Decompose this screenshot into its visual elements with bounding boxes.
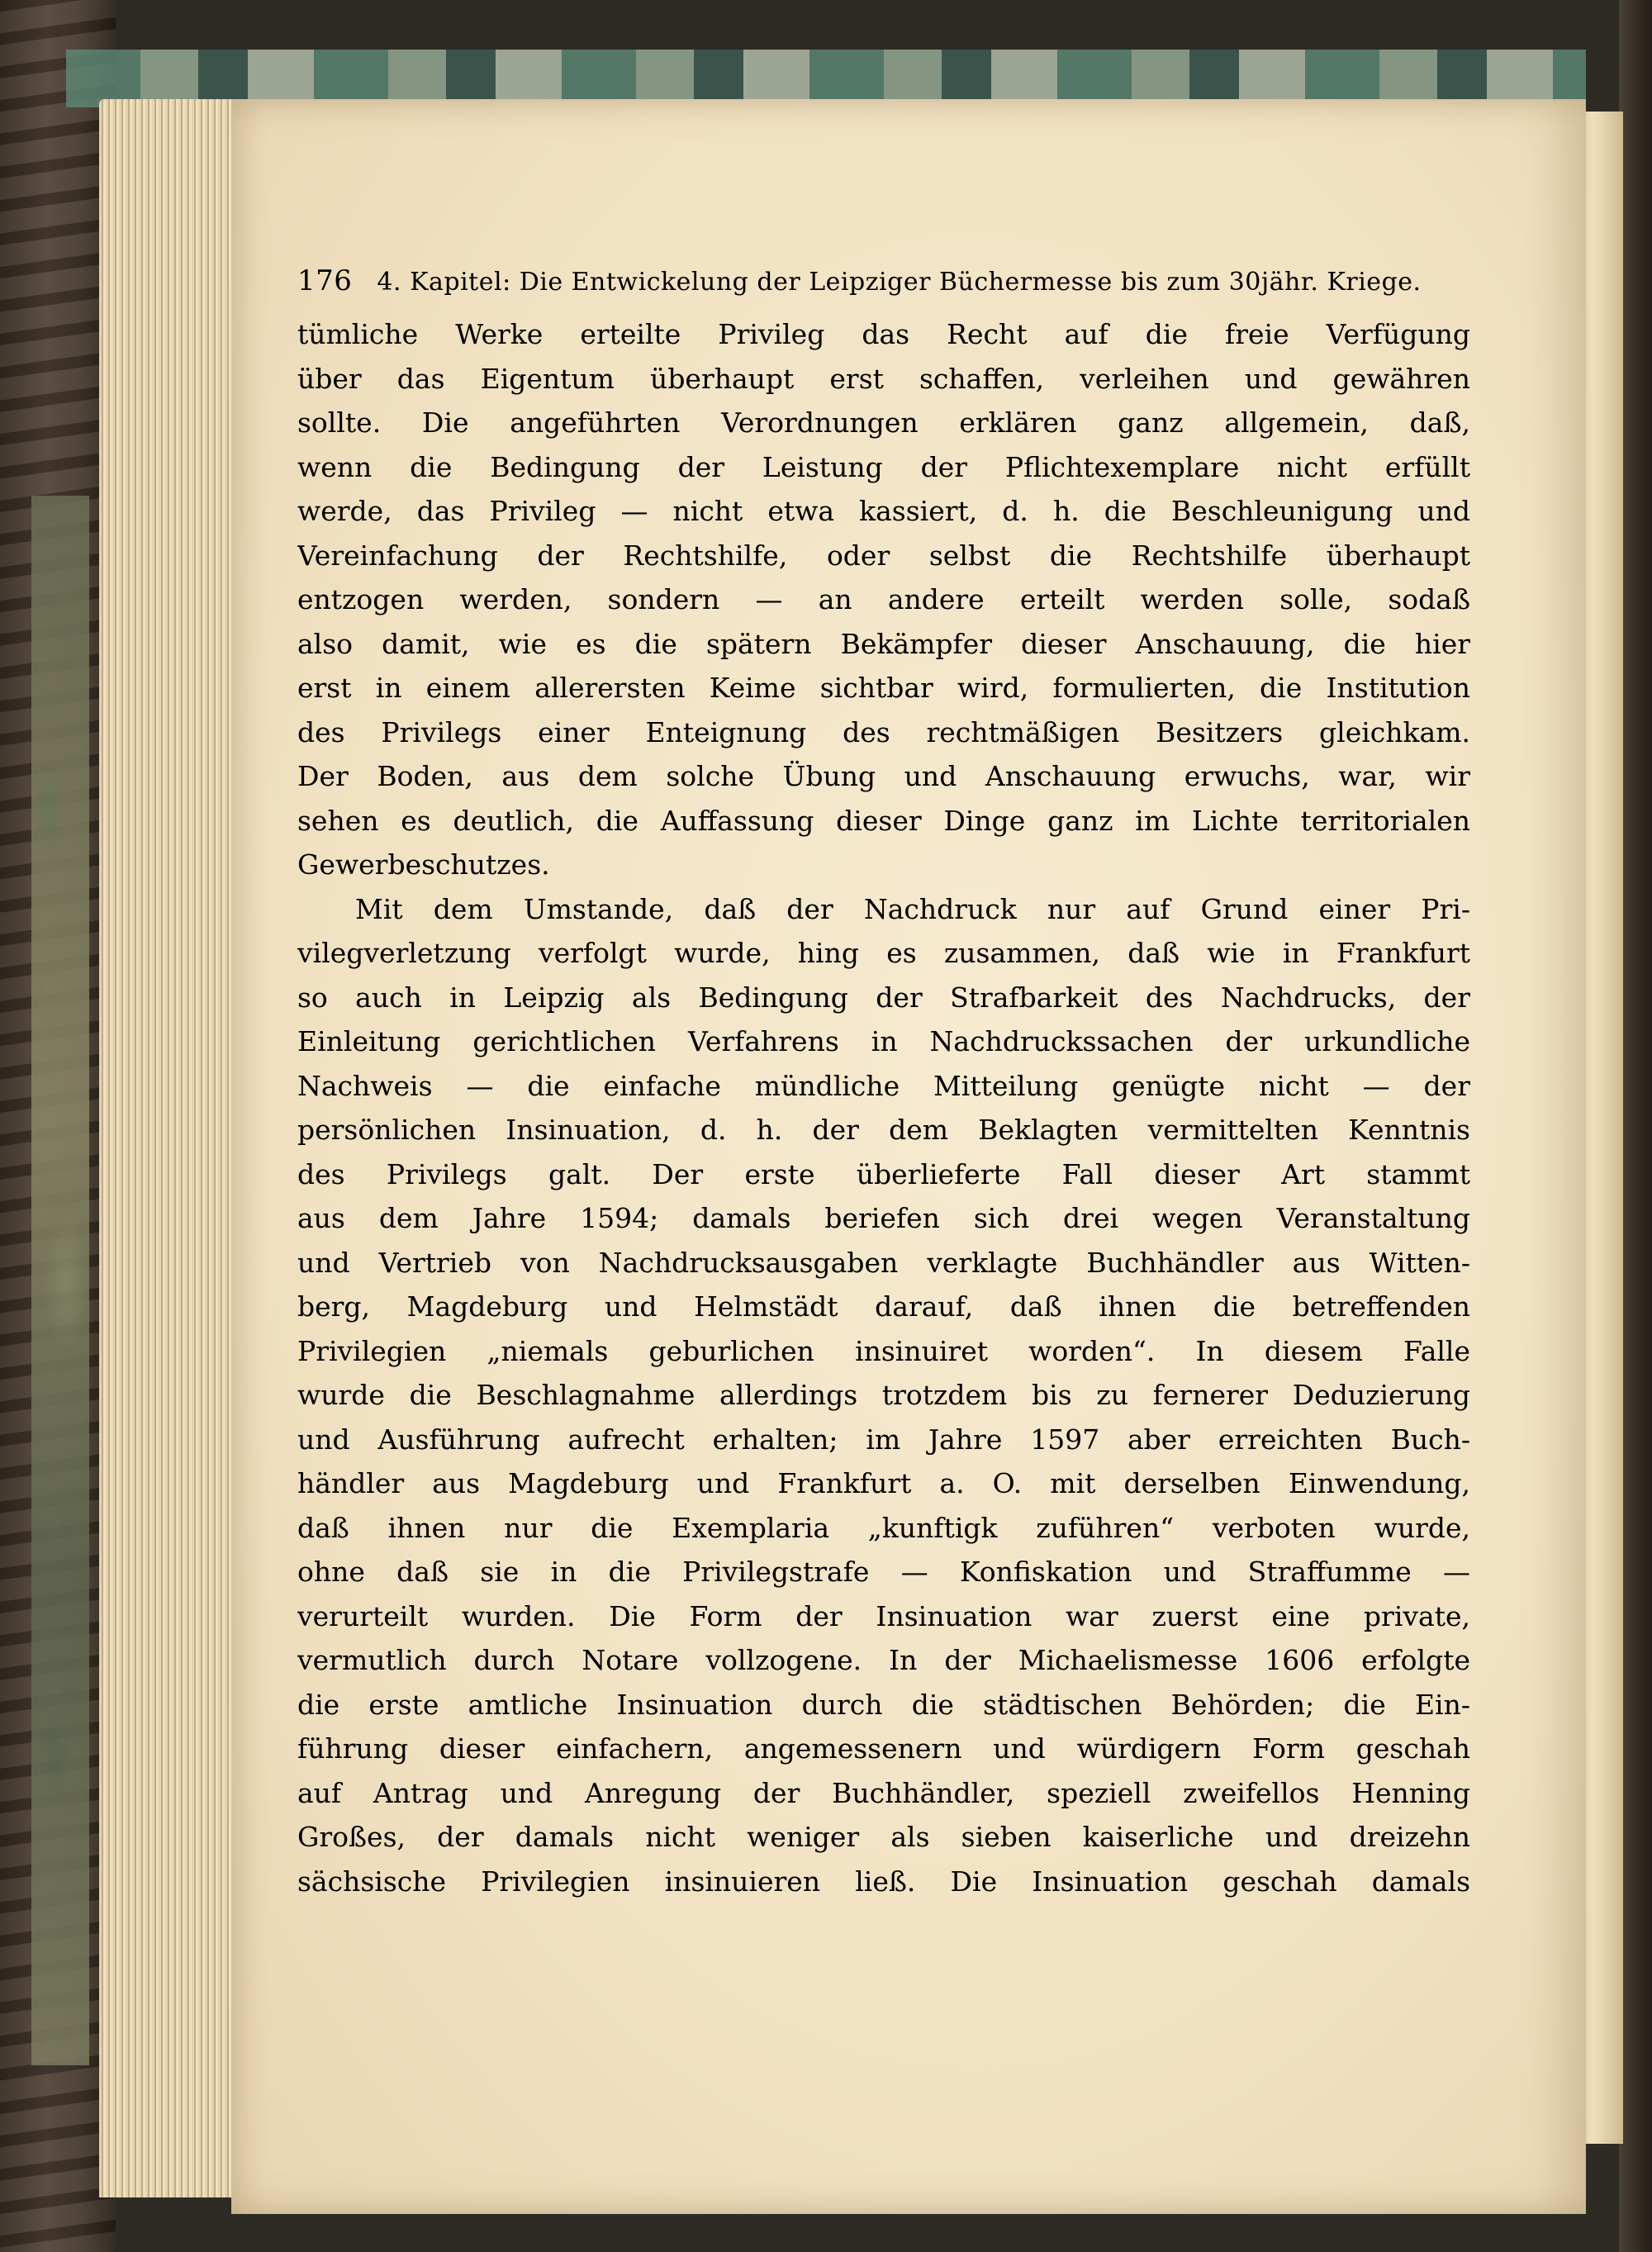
text-line: daß ihnen nur die Exemplaria „kunftigk zuführen“ verboten wurde, bbox=[297, 1511, 1470, 1544]
text-line: auf Antrag und Anregung der Buchhändler, speziell zweifellos Henning bbox=[297, 1776, 1470, 1809]
text-line: und Ausführung aufrecht erhalten; im Jahre 1597 aber erreichten Buch- bbox=[297, 1423, 1470, 1456]
text-line: Nachweis — die einfache mündliche Mitteilung genügte nicht — der bbox=[297, 1069, 1470, 1102]
text-line: erst in einem allerersten Keime sichtbar wird, formulierten, die Institution bbox=[297, 672, 1470, 704]
book-cover bbox=[0, 0, 116, 2252]
text-line: ohne daß sie in die Privilegstrafe — Konfiskation und Straffumme — bbox=[297, 1556, 1470, 1588]
text-line: führung dieser einfachern, angemessenern und würdigern Form geschah bbox=[297, 1732, 1470, 1765]
text-line: so auch in Leipzig als Bedingung der Strafbarkeit des Nachdrucks, der bbox=[297, 981, 1470, 1014]
text-line: des Privilegs galt. Der erste überlieferte Fall dieser Art stammt bbox=[297, 1157, 1470, 1190]
text-line: händler aus Magdeburg und Frankfurt a. O. mit derselben Einwendung, bbox=[297, 1467, 1470, 1499]
text-line: sollte. Die angeführten Verordnungen erklären ganz allgemein, daß, bbox=[297, 406, 1470, 439]
text-line: Privilegien „niemals geburlichen insinuiret worden“. In diesem Falle bbox=[297, 1334, 1470, 1367]
text-line: Einleitung gerichtlichen Verfahrens in Nachdruckssachen der urkundliche bbox=[297, 1025, 1470, 1057]
text-line: tümliche Werke erteilte Privileg das Recht auf die freie Verfügung bbox=[297, 318, 1470, 350]
running-title: 4. Kapitel: Die Entwickelung der Leipziger Büchermesse bis zum 30jähr. Kriege. bbox=[377, 268, 1422, 297]
body-text bbox=[297, 312, 1470, 1903]
text-line: wurde die Beschlagnahme allerdings trotzdem bis zu fernerer Deduzierung bbox=[297, 1379, 1470, 1411]
text-line: verurteilt wurden. Die Form der Insinuation war zuerst eine private, bbox=[297, 1599, 1470, 1632]
text-line: werde, das Privileg — nicht etwa kassiert, d. h. die Beschleunigung und bbox=[297, 495, 1470, 527]
text-line: und Vertrieb von Nachdrucksausgaben verklagte Buchhändler aus Witten- bbox=[297, 1246, 1470, 1279]
text-line: also damit, wie es die spätern Bekämpfer dieser Anschauung, die hier bbox=[297, 627, 1470, 660]
page-number: 176 bbox=[297, 264, 353, 297]
binding-edge-right bbox=[1619, 0, 1652, 2252]
text-line: vermutlich durch Notare vollzogene. In der Michaelismesse 1606 erfolgte bbox=[297, 1644, 1470, 1676]
text-line: entzogen werden, sondern — an andere erteilt werden solle, sodaß bbox=[297, 583, 1470, 615]
text-line: sehen es deutlich, die Auffassung dieser Dinge ganz im Lichte territorialen bbox=[297, 804, 1470, 837]
text-line: Gewerbeschutzes. bbox=[297, 848, 550, 881]
text-line: des Privilegs einer Enteignung des rechtmäßigen Besitzers gleichkam. bbox=[297, 715, 1470, 748]
page-stack-edge bbox=[99, 99, 240, 2197]
text-line: berg, Magdeburg und Helmstädt darauf, daß ihnen die betreffenden bbox=[297, 1290, 1470, 1323]
text-line: vilegverletzung verfolgt wurde, hing es zusammen, daß wie in Frankfurt bbox=[297, 937, 1470, 969]
text-line: wenn die Bedingung der Leistung der Pflichtexemplare nicht erfüllt bbox=[297, 450, 1470, 483]
text-line: Der Boden, aus dem solche Übung und Anschauung erwuchs, war, wir bbox=[297, 760, 1470, 792]
text-line: Großes, der damals nicht weniger als sieben kaiserliche und dreizehn bbox=[297, 1821, 1470, 1853]
text-line: sächsische Privilegien insinuieren ließ. Die Insinuation geschah damals bbox=[297, 1865, 1470, 1898]
text-line: über das Eigentum überhaupt erst schaffen, verleihen und gewähren bbox=[297, 362, 1470, 395]
marbled-cover-paper bbox=[31, 496, 89, 2065]
text-line: Vereinfachung der Rechtshilfe, oder selbst die Rechtshilfe überhaupt bbox=[297, 539, 1470, 572]
text-line: persönlichen Insinuation, d. h. der dem Beklagten vermittelten Kenntnis bbox=[297, 1114, 1470, 1146]
text-line: Mit dem Umstande, daß der Nachdruck nur auf Grund einer Pri- bbox=[355, 892, 1470, 925]
text-line: die erste amtliche Insinuation durch die städtischen Behörden; die Ein- bbox=[297, 1688, 1470, 1721]
text-line: aus dem Jahre 1594; damals beriefen sich drei wegen Veranstaltung bbox=[297, 1202, 1470, 1234]
running-head bbox=[297, 264, 1446, 297]
